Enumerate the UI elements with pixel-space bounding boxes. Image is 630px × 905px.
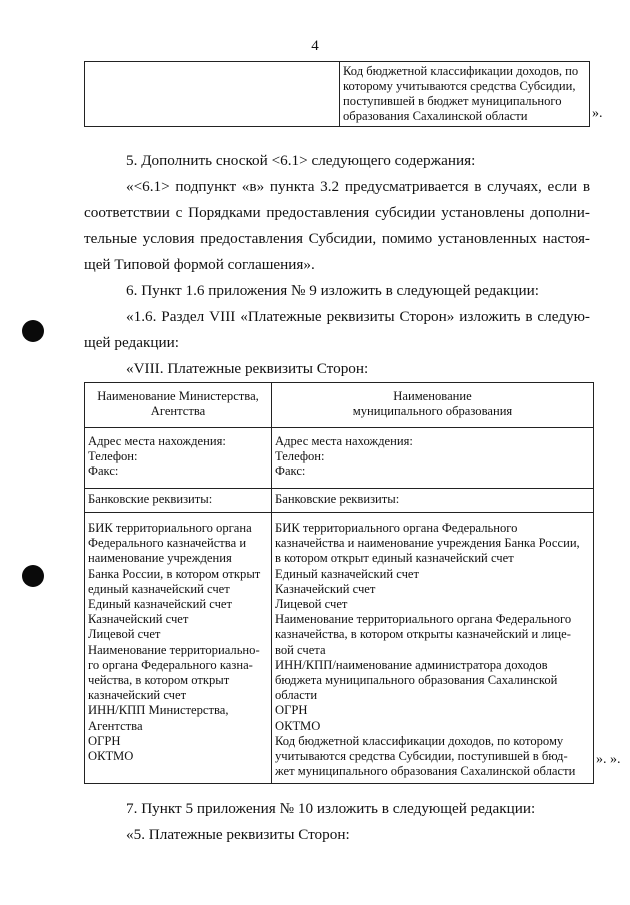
details-right: [272, 513, 594, 784]
detail-line: Единый казначейский счет: [88, 597, 233, 612]
detail-line: наименование учреждения: [88, 551, 232, 566]
page-number: 4: [311, 38, 319, 54]
paragraph-1-6-line-1: «1.6. Раздел VIII «Платежные реквизиты Сторон» изложить в следую-: [126, 308, 590, 325]
footnote-line-3: тельные условия предоставления Субсидии, помимо установленных настоя-: [84, 230, 590, 247]
details-left: [85, 513, 272, 784]
punch-hole-dot: [22, 565, 44, 587]
detail-line: жет муниципального образования Сахалинской области: [275, 764, 576, 779]
top-table: [84, 61, 590, 127]
top-table-line: Код бюджетной классификации доходов, по: [343, 64, 579, 78]
detail-line: БИК территориального органа: [88, 521, 252, 535]
address-line: Адрес места нахождения:: [275, 434, 413, 448]
detail-line: чейства, в котором открыт: [88, 673, 230, 688]
header-line: Наименование Министерства,: [97, 389, 259, 403]
detail-line: Единый казначейский счет: [275, 566, 420, 581]
detail-line: ОГРН: [88, 733, 121, 748]
detail-line: Казначейский счет: [88, 612, 189, 627]
paragraph-5: 5. Дополнить сноской <6.1> следующего содержания:: [126, 152, 476, 169]
detail-line: единый казначейский счет: [88, 581, 230, 596]
bank-left: Банковские реквизиты:: [85, 489, 272, 513]
header-line: Наименование: [393, 389, 472, 403]
paragraph-7: 7. Пункт 5 приложения № 10 изложить в следующей редакции:: [126, 800, 536, 817]
detail-line: Федерального казначейства и: [88, 536, 247, 551]
header-line: муниципального образования: [352, 404, 513, 419]
table-row: [85, 513, 594, 784]
details-right-list: [275, 521, 590, 779]
detail-line: Банка России, в котором открыт: [88, 566, 261, 581]
punch-hole-dot: [22, 320, 44, 342]
detail-line: области: [275, 688, 318, 703]
footnote-line-2: соответствии с Порядками предоставления субсидии установлены дополни-: [84, 204, 590, 221]
detail-line: Наименование территориального органа Федерального: [275, 612, 572, 627]
table-row: [85, 489, 594, 513]
header-municipality: [272, 383, 594, 428]
detail-line: в котором открыт единый казначейский счет: [275, 551, 514, 566]
top-table-right-cell: [340, 62, 590, 127]
detail-line: ОКТМО: [88, 749, 134, 764]
top-table-line: которому учитываются средства Субсидии,: [343, 79, 576, 93]
top-table-left-cell: [85, 62, 340, 127]
detail-line: БИК территориального органа Федерального: [275, 521, 518, 535]
detail-line: учитываются средства Субсидии, поступившей в бюд-: [275, 749, 568, 764]
detail-line: ОГРН: [275, 703, 308, 718]
paragraph-5b: «5. Платежные реквизиты Сторон:: [126, 826, 350, 843]
fax-line: Факс:: [275, 464, 306, 479]
table-row: [85, 428, 594, 489]
detail-line: казначейский счет: [88, 688, 187, 703]
section-title: «VIII. Платежные реквизиты Сторон:: [126, 360, 369, 377]
detail-line: бюджета муниципального образования Сахалинской: [275, 673, 558, 688]
top-table-closing-quote: ».: [592, 106, 603, 121]
detail-line: казначейства, в котором открыты казначейский и лице-: [275, 627, 571, 642]
paragraph-1-6-line-2: щей редакции:: [84, 334, 179, 351]
detail-line: Агентства: [88, 718, 143, 733]
phone-line: Телефон:: [275, 449, 325, 464]
footnote-line-1: «<6.1> подпункт «в» пункта 3.2 предусматривается в случаях, если в: [126, 178, 590, 195]
detail-line: Код бюджетной классификации доходов, по которому: [275, 733, 564, 748]
detail-line: Казначейский счет: [275, 581, 376, 596]
bank-right: Банковские реквизиты:: [272, 489, 594, 513]
requisites-closing-quotes: ». ».: [596, 752, 621, 767]
header-ministry: [85, 383, 272, 428]
table-row: [85, 383, 594, 428]
paragraph-6: 6. Пункт 1.6 приложения № 9 изложить в следующей редакции:: [126, 282, 540, 299]
header-line: Агентства: [150, 404, 206, 419]
detail-line: Лицевой счет: [275, 597, 348, 612]
detail-line: вой счета: [275, 642, 326, 657]
top-table-line: поступившей в бюджет муниципального: [343, 94, 562, 108]
detail-line: ИНН/КПП Министерства,: [88, 703, 229, 718]
detail-line: ИНН/КПП/наименование администратора доходов: [275, 657, 548, 672]
address-left: [85, 428, 272, 489]
address-right: [272, 428, 594, 489]
top-table-line: образования Сахалинской области: [343, 109, 528, 123]
details-left-list: [88, 521, 268, 764]
detail-line: Лицевой счет: [88, 627, 161, 642]
detail-line: го органа Федерального казна-: [88, 657, 253, 672]
detail-line: казначейства и наименование учреждения Банка России,: [275, 536, 580, 551]
requisites-table: [84, 382, 594, 784]
footnote-line-4: щей Типовой формой соглашения».: [84, 256, 315, 273]
detail-line: Наименование территориально-: [88, 642, 260, 657]
address-line: Адрес места нахождения:: [88, 434, 226, 448]
detail-line: ОКТМО: [275, 718, 321, 733]
phone-line: Телефон:: [88, 449, 138, 464]
fax-line: Факс:: [88, 464, 119, 479]
